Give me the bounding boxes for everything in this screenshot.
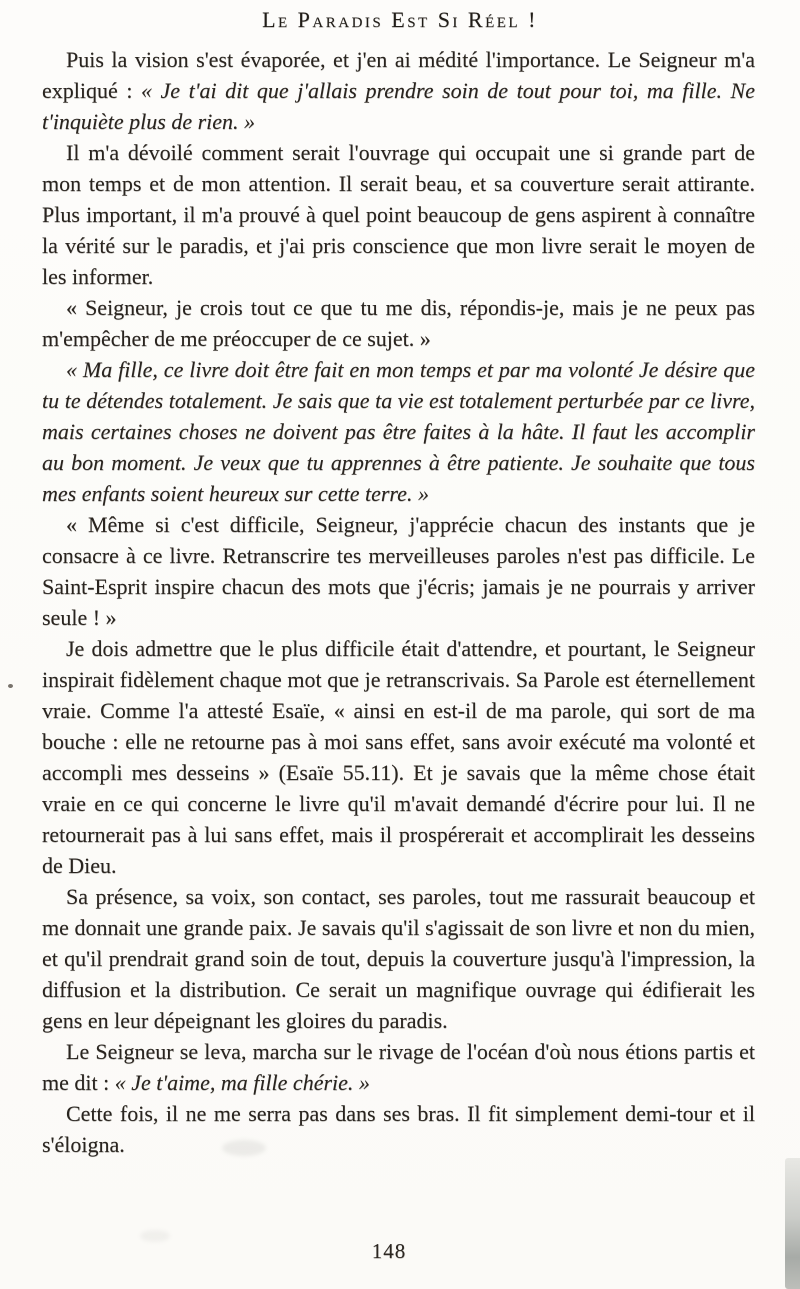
text-segment: « Seigneur, je crois tout ce que tu me dis, répondis-je, mais je ne peux pas m'empêcher de me préoccuper de ce sujet. » <box>42 295 755 351</box>
text-segment: « Je t'aime, ma fille chérie. » <box>114 1070 370 1095</box>
text-segment: Cette fois, il ne me serra pas dans ses bras. Il fit simplement demi-tour et il s'éloigna. <box>42 1101 755 1157</box>
paragraph <box>42 1036 755 1098</box>
scan-artifact-smudge <box>222 1140 266 1156</box>
text-segment: « Ma fille, ce livre doit être fait en mon temps et par ma volonté Je désire que tu te détendes totalement. Je sais que ta vie est totalement perturbée par ce livre, mais certaines choses ne doivent pas être faites à la hâte. Il faut les accomplir au bon moment. Je veux que tu apprennes à être patiente. Je souhaite que tous mes enfants soient heureux sur cette terre. » <box>42 357 755 506</box>
scan-artifact-dot <box>8 684 13 688</box>
paragraph <box>42 1098 755 1160</box>
page-number: 148 <box>371 1239 407 1263</box>
scan-artifact-smudge <box>140 1230 170 1242</box>
paragraph <box>42 292 755 354</box>
paragraph <box>42 44 755 137</box>
page-title: Le Paradis Est Si Réel ! <box>262 7 538 32</box>
text-segment: « Même si c'est difficile, Seigneur, j'apprécie chacun des instants que je consacre à ce livre. Retranscrire tes merveilleuses paroles n'est pas difficile. Le Saint-Esprit inspire chacun des mots que j'écris; jamais je ne pourrais y arriver seule ! » <box>42 512 755 630</box>
paragraph <box>42 633 755 881</box>
paragraph <box>42 354 755 509</box>
paragraph <box>42 509 755 633</box>
text-segment: Le Seigneur se leva, marcha sur le rivage de l'océan d'où nous étions partis et me dit : <box>42 1039 755 1095</box>
text-segment: Je dois admettre que le plus difficile était d'attendre, et pourtant, le Seigneur inspirait fidèlement chaque mot que je retranscrivais. Sa Parole est éternellement vraie. Comme l'a attesté Esaïe, « ainsi en est-il de ma parole, qui sort de ma bouche : elle ne retourne pas à moi sans effet, sans avoir exécuté ma volonté et accompli mes desseins » (Esaïe 55.11). Et je savais que la même chose était vraie en ce qui concerne le livre qu'il m'avait demandé d'écrire pour lui. Il ne retournerait pas à lui sans effet, mais il prospérerait et accomplirait les desseins de Dieu. <box>42 636 755 878</box>
text-segment: Puis la vision s'est évaporée, et j'en ai médité l'importance. Le Seigneur m'a expliqué : <box>42 47 755 103</box>
paragraph <box>42 137 755 292</box>
paragraph <box>42 881 755 1036</box>
text-segment: Il m'a dévoilé comment serait l'ouvrage qui occupait une si grande part de mon temps et de mon attention. Il serait beau, et sa couverture serait attirante. Plus important, il m'a prouvé à quel point beaucoup de gens aspirent à connaître la vérité sur le paradis, et j'ai pris conscience que mon livre serait le moyen de les informer. <box>42 140 755 289</box>
text-segment: Sa présence, sa voix, son contact, ses paroles, tout me rassurait beaucoup et me donnait une grande paix. Je savais qu'il s'agissait de son livre et non du mien, et qu'il prendrait grand soin de tout, depuis la couverture jusqu'à l'impression, la diffusion et la distribution. Ce serait un magnifique ouvrage qui édifierait les gens en leur dépeignant les gloires du paradis. <box>42 884 755 1033</box>
scan-page-edge-shadow <box>785 1158 800 1289</box>
text-segment: « Je t'ai dit que j'allais prendre soin de tout pour toi, ma fille. Ne t'inquiète plus de rien. » <box>42 78 755 134</box>
page-body <box>42 44 755 1160</box>
